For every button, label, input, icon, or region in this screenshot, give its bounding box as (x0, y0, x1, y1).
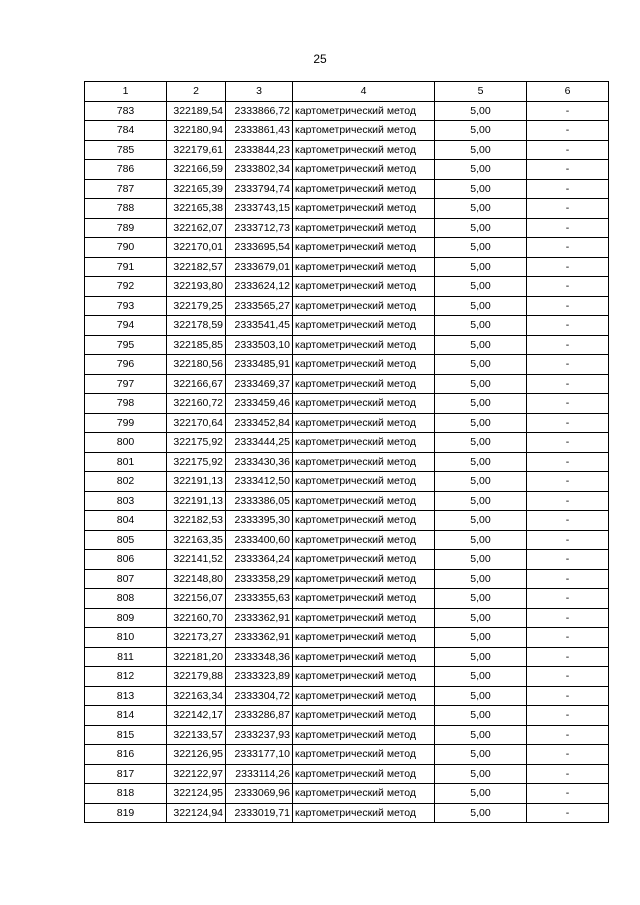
table-row (85, 140, 609, 160)
table-row (85, 101, 609, 121)
method-cell: картометрический метод (293, 316, 435, 336)
point-number-cell: 790 (85, 238, 167, 258)
column-header: 2 (167, 82, 226, 102)
table-row (85, 257, 609, 277)
y-coordinate-cell: 2333485,91 (226, 355, 293, 375)
accuracy-cell: 5,00 (435, 725, 527, 745)
note-cell: - (527, 452, 609, 472)
accuracy-cell: 5,00 (435, 784, 527, 804)
y-coordinate-cell: 2333541,45 (226, 316, 293, 336)
y-coordinate-cell: 2333019,71 (226, 803, 293, 823)
x-coordinate-cell: 322170,64 (167, 413, 226, 433)
accuracy-cell: 5,00 (435, 238, 527, 258)
accuracy-cell: 5,00 (435, 745, 527, 765)
table-header-row (85, 82, 609, 102)
method-cell: картометрический метод (293, 413, 435, 433)
y-coordinate-cell: 2333469,37 (226, 374, 293, 394)
y-coordinate-cell: 2333679,01 (226, 257, 293, 277)
point-number-cell: 791 (85, 257, 167, 277)
x-coordinate-cell: 322191,13 (167, 491, 226, 511)
method-cell: картометрический метод (293, 335, 435, 355)
method-cell: картометрический метод (293, 218, 435, 238)
note-cell: - (527, 608, 609, 628)
y-coordinate-cell: 2333286,87 (226, 706, 293, 726)
method-cell: картометрический метод (293, 199, 435, 219)
table-row (85, 550, 609, 570)
y-coordinate-cell: 2333624,12 (226, 277, 293, 297)
point-number-cell: 787 (85, 179, 167, 199)
point-number-cell: 814 (85, 706, 167, 726)
note-cell: - (527, 491, 609, 511)
method-cell: картометрический метод (293, 355, 435, 375)
x-coordinate-cell: 322156,07 (167, 589, 226, 609)
point-number-cell: 794 (85, 316, 167, 336)
note-cell: - (527, 277, 609, 297)
table-row (85, 433, 609, 453)
y-coordinate-cell: 2333565,27 (226, 296, 293, 316)
y-coordinate-cell: 2333459,46 (226, 394, 293, 414)
y-coordinate-cell: 2333364,24 (226, 550, 293, 570)
accuracy-cell: 5,00 (435, 218, 527, 238)
table-row (85, 491, 609, 511)
y-coordinate-cell: 2333400,60 (226, 530, 293, 550)
x-coordinate-cell: 322165,39 (167, 179, 226, 199)
y-coordinate-cell: 2333304,72 (226, 686, 293, 706)
y-coordinate-cell: 2333430,36 (226, 452, 293, 472)
method-cell: картометрический метод (293, 121, 435, 141)
table-row (85, 803, 609, 823)
accuracy-cell: 5,00 (435, 706, 527, 726)
method-cell: картометрический метод (293, 511, 435, 531)
table-row (85, 530, 609, 550)
x-coordinate-cell: 322160,72 (167, 394, 226, 414)
point-number-cell: 788 (85, 199, 167, 219)
accuracy-cell: 5,00 (435, 589, 527, 609)
y-coordinate-cell: 2333802,34 (226, 160, 293, 180)
y-coordinate-cell: 2333794,74 (226, 179, 293, 199)
method-cell: картометрический метод (293, 433, 435, 453)
accuracy-cell: 5,00 (435, 413, 527, 433)
note-cell: - (527, 745, 609, 765)
x-coordinate-cell: 322142,17 (167, 706, 226, 726)
note-cell: - (527, 179, 609, 199)
table-row (85, 413, 609, 433)
note-cell: - (527, 725, 609, 745)
method-cell: картометрический метод (293, 238, 435, 258)
table-row (85, 706, 609, 726)
note-cell: - (527, 628, 609, 648)
note-cell: - (527, 803, 609, 823)
column-header: 5 (435, 82, 527, 102)
table-row (85, 511, 609, 531)
x-coordinate-cell: 322179,88 (167, 667, 226, 687)
accuracy-cell: 5,00 (435, 316, 527, 336)
note-cell: - (527, 472, 609, 492)
note-cell: - (527, 764, 609, 784)
accuracy-cell: 5,00 (435, 296, 527, 316)
x-coordinate-cell: 322178,59 (167, 316, 226, 336)
y-coordinate-cell: 2333237,93 (226, 725, 293, 745)
note-cell: - (527, 530, 609, 550)
note-cell: - (527, 569, 609, 589)
point-number-cell: 817 (85, 764, 167, 784)
note-cell: - (527, 667, 609, 687)
accuracy-cell: 5,00 (435, 550, 527, 570)
y-coordinate-cell: 2333395,30 (226, 511, 293, 531)
point-number-cell: 804 (85, 511, 167, 531)
column-header: 1 (85, 82, 167, 102)
method-cell: картометрический метод (293, 472, 435, 492)
point-number-cell: 786 (85, 160, 167, 180)
point-number-cell: 816 (85, 745, 167, 765)
table-row (85, 608, 609, 628)
column-header: 4 (293, 82, 435, 102)
accuracy-cell: 5,00 (435, 433, 527, 453)
point-number-cell: 783 (85, 101, 167, 121)
table-row (85, 667, 609, 687)
method-cell: картометрический метод (293, 491, 435, 511)
note-cell: - (527, 511, 609, 531)
note-cell: - (527, 101, 609, 121)
point-number-cell: 784 (85, 121, 167, 141)
note-cell: - (527, 218, 609, 238)
method-cell: картометрический метод (293, 374, 435, 394)
accuracy-cell: 5,00 (435, 140, 527, 160)
table-row (85, 686, 609, 706)
method-cell: картометрический метод (293, 725, 435, 745)
table-row (85, 628, 609, 648)
method-cell: картометрический метод (293, 296, 435, 316)
note-cell: - (527, 121, 609, 141)
accuracy-cell: 5,00 (435, 179, 527, 199)
y-coordinate-cell: 2333177,10 (226, 745, 293, 765)
x-coordinate-cell: 322163,35 (167, 530, 226, 550)
method-cell: картометрический метод (293, 784, 435, 804)
table-row (85, 238, 609, 258)
table-row (85, 452, 609, 472)
point-number-cell: 815 (85, 725, 167, 745)
y-coordinate-cell: 2333712,73 (226, 218, 293, 238)
accuracy-cell: 5,00 (435, 686, 527, 706)
y-coordinate-cell: 2333386,05 (226, 491, 293, 511)
x-coordinate-cell: 322181,20 (167, 647, 226, 667)
point-number-cell: 789 (85, 218, 167, 238)
accuracy-cell: 5,00 (435, 121, 527, 141)
point-number-cell: 818 (85, 784, 167, 804)
method-cell: картометрический метод (293, 589, 435, 609)
note-cell: - (527, 394, 609, 414)
accuracy-cell: 5,00 (435, 667, 527, 687)
y-coordinate-cell: 2333861,43 (226, 121, 293, 141)
column-header: 3 (226, 82, 293, 102)
accuracy-cell: 5,00 (435, 277, 527, 297)
accuracy-cell: 5,00 (435, 491, 527, 511)
point-number-cell: 813 (85, 686, 167, 706)
method-cell: картометрический метод (293, 608, 435, 628)
note-cell: - (527, 413, 609, 433)
y-coordinate-cell: 2333412,50 (226, 472, 293, 492)
x-coordinate-cell: 322182,57 (167, 257, 226, 277)
y-coordinate-cell: 2333355,63 (226, 589, 293, 609)
accuracy-cell: 5,00 (435, 511, 527, 531)
note-cell: - (527, 686, 609, 706)
method-cell: картометрический метод (293, 452, 435, 472)
x-coordinate-cell: 322162,07 (167, 218, 226, 238)
point-number-cell: 809 (85, 608, 167, 628)
method-cell: картометрический метод (293, 764, 435, 784)
page-number: 25 (313, 52, 327, 66)
table-row (85, 374, 609, 394)
accuracy-cell: 5,00 (435, 472, 527, 492)
x-coordinate-cell: 322189,54 (167, 101, 226, 121)
table-row (85, 179, 609, 199)
note-cell: - (527, 647, 609, 667)
method-cell: картометрический метод (293, 686, 435, 706)
note-cell: - (527, 199, 609, 219)
x-coordinate-cell: 322175,92 (167, 433, 226, 453)
accuracy-cell: 5,00 (435, 452, 527, 472)
y-coordinate-cell: 2333114,26 (226, 764, 293, 784)
table-row (85, 394, 609, 414)
method-cell: картометрический метод (293, 550, 435, 570)
accuracy-cell: 5,00 (435, 569, 527, 589)
point-number-cell: 800 (85, 433, 167, 453)
table-row (85, 218, 609, 238)
table-body (85, 101, 609, 823)
accuracy-cell: 5,00 (435, 647, 527, 667)
point-number-cell: 803 (85, 491, 167, 511)
y-coordinate-cell: 2333452,84 (226, 413, 293, 433)
y-coordinate-cell: 2333503,10 (226, 335, 293, 355)
note-cell: - (527, 257, 609, 277)
point-number-cell: 806 (85, 550, 167, 570)
accuracy-cell: 5,00 (435, 803, 527, 823)
point-number-cell: 796 (85, 355, 167, 375)
point-number-cell: 807 (85, 569, 167, 589)
x-coordinate-cell: 322141,52 (167, 550, 226, 570)
point-number-cell: 811 (85, 647, 167, 667)
table-row (85, 472, 609, 492)
point-number-cell: 819 (85, 803, 167, 823)
table-row (85, 647, 609, 667)
y-coordinate-cell: 2333844,23 (226, 140, 293, 160)
y-coordinate-cell: 2333743,15 (226, 199, 293, 219)
x-coordinate-cell: 322179,61 (167, 140, 226, 160)
point-number-cell: 797 (85, 374, 167, 394)
x-coordinate-cell: 322185,85 (167, 335, 226, 355)
accuracy-cell: 5,00 (435, 355, 527, 375)
note-cell: - (527, 335, 609, 355)
table-row (85, 589, 609, 609)
point-number-cell: 801 (85, 452, 167, 472)
y-coordinate-cell: 2333362,91 (226, 628, 293, 648)
coordinates-table (84, 81, 609, 823)
method-cell: картометрический метод (293, 101, 435, 121)
method-cell: картометрический метод (293, 706, 435, 726)
method-cell: картометрический метод (293, 140, 435, 160)
accuracy-cell: 5,00 (435, 764, 527, 784)
method-cell: картометрический метод (293, 394, 435, 414)
table-row (85, 355, 609, 375)
table-row (85, 335, 609, 355)
point-number-cell: 808 (85, 589, 167, 609)
point-number-cell: 812 (85, 667, 167, 687)
y-coordinate-cell: 2333695,54 (226, 238, 293, 258)
note-cell: - (527, 355, 609, 375)
table-row (85, 121, 609, 141)
x-coordinate-cell: 322124,95 (167, 784, 226, 804)
point-number-cell: 805 (85, 530, 167, 550)
note-cell: - (527, 589, 609, 609)
table-row (85, 160, 609, 180)
y-coordinate-cell: 2333362,91 (226, 608, 293, 628)
method-cell: картометрический метод (293, 647, 435, 667)
accuracy-cell: 5,00 (435, 160, 527, 180)
y-coordinate-cell: 2333444,25 (226, 433, 293, 453)
y-coordinate-cell: 2333069,96 (226, 784, 293, 804)
accuracy-cell: 5,00 (435, 374, 527, 394)
method-cell: картометрический метод (293, 569, 435, 589)
note-cell: - (527, 433, 609, 453)
accuracy-cell: 5,00 (435, 608, 527, 628)
x-coordinate-cell: 322124,94 (167, 803, 226, 823)
point-number-cell: 802 (85, 472, 167, 492)
note-cell: - (527, 238, 609, 258)
note-cell: - (527, 374, 609, 394)
accuracy-cell: 5,00 (435, 101, 527, 121)
point-number-cell: 799 (85, 413, 167, 433)
method-cell: картометрический метод (293, 530, 435, 550)
note-cell: - (527, 160, 609, 180)
x-coordinate-cell: 322133,57 (167, 725, 226, 745)
x-coordinate-cell: 322170,01 (167, 238, 226, 258)
accuracy-cell: 5,00 (435, 628, 527, 648)
method-cell: картометрический метод (293, 803, 435, 823)
x-coordinate-cell: 322175,92 (167, 452, 226, 472)
note-cell: - (527, 140, 609, 160)
y-coordinate-cell: 2333323,89 (226, 667, 293, 687)
note-cell: - (527, 296, 609, 316)
note-cell: - (527, 784, 609, 804)
x-coordinate-cell: 322166,67 (167, 374, 226, 394)
table-row (85, 569, 609, 589)
x-coordinate-cell: 322182,53 (167, 511, 226, 531)
x-coordinate-cell: 322173,27 (167, 628, 226, 648)
table-row (85, 199, 609, 219)
x-coordinate-cell: 322122,97 (167, 764, 226, 784)
point-number-cell: 810 (85, 628, 167, 648)
x-coordinate-cell: 322163,34 (167, 686, 226, 706)
x-coordinate-cell: 322193,80 (167, 277, 226, 297)
table-row (85, 277, 609, 297)
method-cell: картометрический метод (293, 628, 435, 648)
x-coordinate-cell: 322191,13 (167, 472, 226, 492)
note-cell: - (527, 706, 609, 726)
point-number-cell: 793 (85, 296, 167, 316)
x-coordinate-cell: 322160,70 (167, 608, 226, 628)
method-cell: картометрический метод (293, 745, 435, 765)
y-coordinate-cell: 2333358,29 (226, 569, 293, 589)
x-coordinate-cell: 322179,25 (167, 296, 226, 316)
method-cell: картометрический метод (293, 160, 435, 180)
method-cell: картометрический метод (293, 179, 435, 199)
method-cell: картометрический метод (293, 257, 435, 277)
accuracy-cell: 5,00 (435, 394, 527, 414)
table-row (85, 296, 609, 316)
accuracy-cell: 5,00 (435, 257, 527, 277)
note-cell: - (527, 316, 609, 336)
table-row (85, 745, 609, 765)
point-number-cell: 795 (85, 335, 167, 355)
accuracy-cell: 5,00 (435, 199, 527, 219)
column-header: 6 (527, 82, 609, 102)
point-number-cell: 792 (85, 277, 167, 297)
method-cell: картометрический метод (293, 277, 435, 297)
point-number-cell: 798 (85, 394, 167, 414)
x-coordinate-cell: 322126,95 (167, 745, 226, 765)
x-coordinate-cell: 322165,38 (167, 199, 226, 219)
point-number-cell: 785 (85, 140, 167, 160)
table-row (85, 764, 609, 784)
y-coordinate-cell: 2333348,36 (226, 647, 293, 667)
x-coordinate-cell: 322148,80 (167, 569, 226, 589)
accuracy-cell: 5,00 (435, 335, 527, 355)
y-coordinate-cell: 2333866,72 (226, 101, 293, 121)
table-row (85, 316, 609, 336)
table-row (85, 725, 609, 745)
method-cell: картометрический метод (293, 667, 435, 687)
x-coordinate-cell: 322166,59 (167, 160, 226, 180)
x-coordinate-cell: 322180,94 (167, 121, 226, 141)
note-cell: - (527, 550, 609, 570)
accuracy-cell: 5,00 (435, 530, 527, 550)
x-coordinate-cell: 322180,56 (167, 355, 226, 375)
table-row (85, 784, 609, 804)
